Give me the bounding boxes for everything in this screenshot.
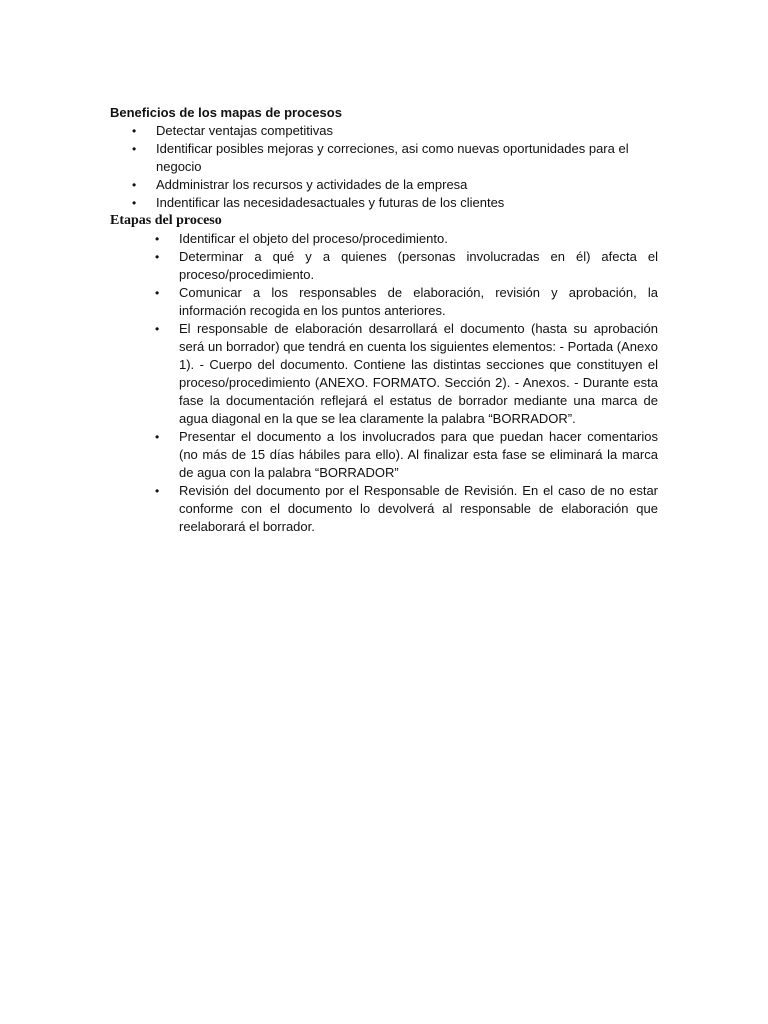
benefits-section xyxy=(110,104,670,212)
list-item xyxy=(110,122,656,140)
list-item xyxy=(110,194,656,212)
bullet-icon: • xyxy=(155,232,160,246)
list-item xyxy=(155,230,658,248)
bullet-icon: • xyxy=(155,250,160,264)
list-item xyxy=(110,176,656,194)
list-item-text: Identificar el objeto del proceso/procedimiento. xyxy=(179,231,448,246)
bullet-icon: • xyxy=(155,484,160,498)
list-item-text: El responsable de elaboración desarrollará el documento (hasta su aprobación será un borrador) que tendrá en cuenta los siguientes elementos: - Portada (Anexo 1). - Cuerpo del documento. Contiene las distintas secciones que constituyen el proceso/procedimiento (ANEXO. FORMATO. Sección 2). - Anexos. - Durante esta fase la documentación reflejará el estatus de borrador mediante una marca de agua diagonal en la que se lea claramente la palabra “BORRADOR”. xyxy=(179,321,658,426)
list-item-text: Addministrar los recursos y actividades de la empresa xyxy=(156,177,468,192)
list-item xyxy=(155,428,658,482)
bullet-icon: • xyxy=(132,142,137,156)
list-item xyxy=(155,284,658,320)
bullet-icon: • xyxy=(132,178,137,192)
list-item-text: Comunicar a los responsables de elaboración, revisión y aprobación, la información recogida en los puntos anteriores. xyxy=(179,285,658,318)
bullet-icon: • xyxy=(155,286,160,300)
bullet-icon: • xyxy=(132,196,137,210)
bullet-icon: • xyxy=(155,322,160,336)
stages-list xyxy=(155,230,658,536)
list-item-text: Detectar ventajas competitivas xyxy=(156,123,334,138)
benefits-heading: Beneficios de los mapas de procesos xyxy=(110,105,342,120)
list-item xyxy=(155,248,658,284)
stages-heading: Etapas del proceso xyxy=(110,213,222,228)
benefits-list xyxy=(110,122,670,212)
list-item xyxy=(155,482,658,536)
list-item-text: Revisión del documento por el Responsable de Revisión. En el caso de no estar conforme con el documento lo devolverá al responsable de elaboración que reelaborará el borrador. xyxy=(179,483,658,534)
list-item-text: Determinar a qué y a quienes (personas involucradas en él) afecta el proceso/procedimiento. xyxy=(179,249,658,282)
list-item-text: Indentificar las necesidadesactuales y futuras de los clientes xyxy=(156,195,505,210)
list-item xyxy=(110,140,656,176)
bullet-icon: • xyxy=(132,124,137,138)
list-item xyxy=(155,320,658,428)
stages-section xyxy=(155,230,658,536)
list-item-text: Identificar posibles mejoras y correciones, asi como nuevas oportunidades para el negocio xyxy=(156,141,629,174)
list-item-text: Presentar el documento a los involucrados para que puedan hacer comentarios (no más de 15 días hábiles para ello). Al finalizar esta fase se eliminará la marca de agua con la palabra “BORRADOR” xyxy=(179,429,658,480)
bullet-icon: • xyxy=(155,430,160,444)
